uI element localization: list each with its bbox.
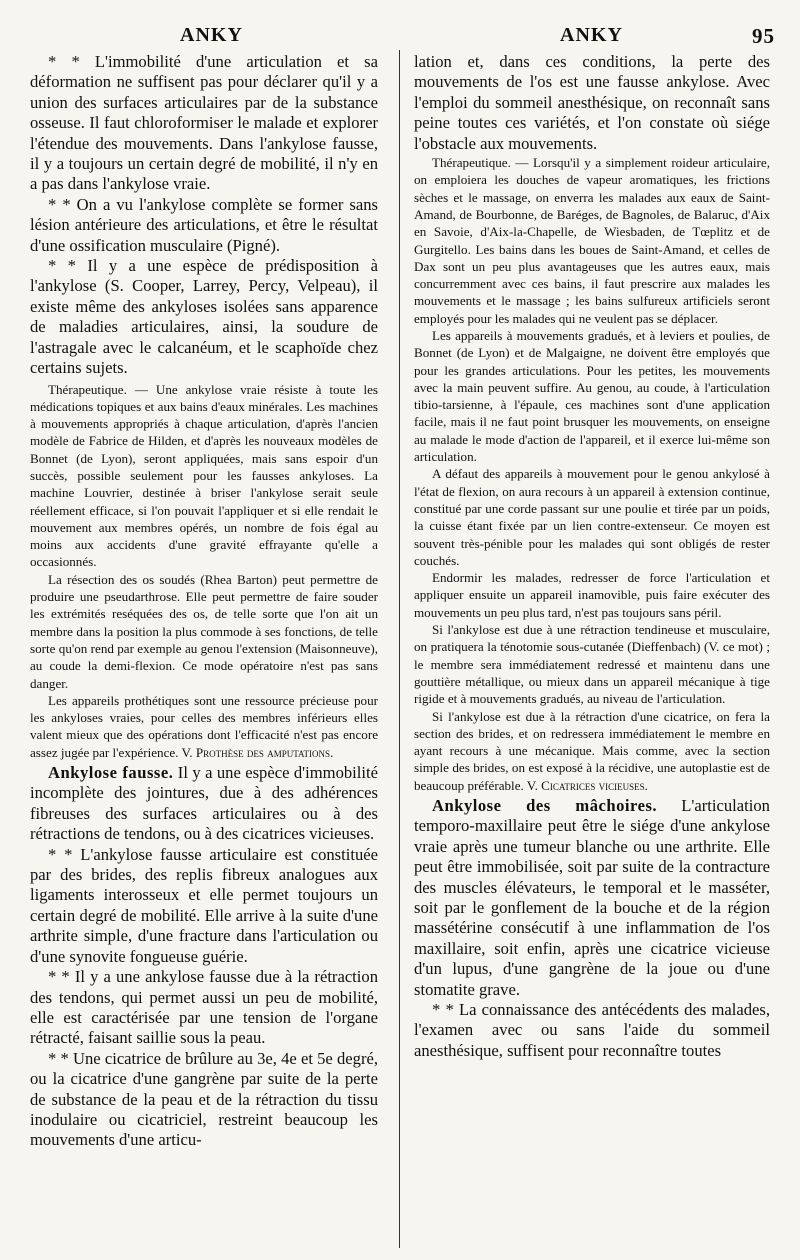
- paragraph: lation et, dans ces conditions, la perte des mouvements de l'os est une fausse ankylose. Avec l'emploi du sommeil anesthésique, on reconnaît sans peine toutes ces variétés, et l'on constate où siége l'obstacle aux mouvements.: [414, 52, 770, 153]
- paragraph: * * L'ankylose fausse articulaire est constituée par des brides, des replis fibreux analogues aux ligaments interosseux et elle permet toujours un certain degré de mobilité. Elle arrive à la suite d'une arthrite simple, d'une fracture dans l'articulation ou d'une synovite fongueuse guérie.: [30, 844, 378, 966]
- paragraph: * * On a vu l'ankylose complète se former sans lésion antérieure des articulations, et être le résultat d'une ossification musculaire (Pigné).: [30, 194, 378, 255]
- entry-heading: Ankylose des mâchoires.: [432, 796, 658, 816]
- paragraph: Endormir les malades, redresser de force l'articulation et appliquer ensuite un appareil inamovible, puis faire exécuter des mouvements un peu plus tard, n'est pas toujours sans péril.: [414, 570, 770, 620]
- entry-paragraph: [414, 796, 770, 1000]
- header-left-title: ANKY: [180, 24, 243, 46]
- paragraph: * * La connaissance des antécédents des malades, l'examen avec ou sans l'aide du sommeil anesthésique, suffisent pour reconnaître toutes: [414, 1000, 770, 1060]
- cross-reference: Prothèse des amputations.: [195, 744, 334, 760]
- header-right-title: ANKY: [560, 24, 623, 46]
- paragraph-text: Les appareils prothétiques sont une ressource précieuse pour les ankyloses vraies, pour celles des membres inférieurs elles valent mieux que des opérations dont l'efficacité n'est pas encore assez jugée par l'expérience. V.: [30, 692, 378, 760]
- running-header: [0, 18, 800, 50]
- entry-text: L'articulation temporo-maxillaire peut être le siége d'une ankylose vraie après une tumeur blanche ou une arthrite. Elle peut être immobilisée, soit par suite de la contracture des muscles élévateurs, le temporal et le masséter, soit par le gonflement de la bouche et de la région massétérine consécutif à une inflammation de l'os maxillaire, soit enfin, après une cicatrice vicieuse d'un lupus, d'une gangrène de la joue ou d'une stomatite grave.: [414, 796, 770, 999]
- paragraph: * * Une cicatrice de brûlure au 3e, 4e et 5e degré, ou la cicatrice d'une gangrène par suite de la perte de substance de la peau et de la rétraction du tissu inodulaire ou cicatriciel, restreint beaucoup les mouvements d'une articu-: [30, 1048, 378, 1150]
- paragraph: Si l'ankylose est due à une rétraction tendineuse et musculaire, on pratiquera la ténotomie sous-cutanée (Dieffenbach) (V. ce mot) ; le membre sera immédiatement redressé et maintenu dans une gouttière métallique, ou mieux dans un appareil mécanique à tige rigide et à mouvements gradués, au niveau de l'articulation.: [414, 622, 770, 707]
- paragraph-therapeutique: Thérapeutique. — Lorsqu'il y a simplement roideur articulaire, on emploiera les douches de vapeur aromatiques, les frictions sèches et le massage, on enverra les malades aux eaux de Saint-Amand, de Bourbonne, de Baréges, de Bagnoles, de Balaruc, d'Aix en Savoie, d'Aix-la-Chapelle, de Wiesbaden, de Tœplitz et de Gurgitello. Les bains dans les boues de Saint-Amand, et celles de Dax sont un peu plus avantageuses que les autres eaux, mais concurremment avec ces bains, il faut prescrire aux malades les mouvements et le massage ; les bains sulfureux artificiels seront employés pour les malades qui ne veulent pas se déplacer.: [414, 155, 770, 326]
- entry-text: Il y a une espèce d'immobilité incomplète des jointures, due à des adhérences fibreuses des surfaces articulaires ou à des rétractions de tendons, ou à des cicatrices vicieuses.: [30, 763, 378, 844]
- page-number: 95: [752, 24, 775, 48]
- entry-paragraph: [30, 763, 378, 845]
- paragraph: [30, 692, 378, 761]
- right-column: [414, 52, 770, 1248]
- paragraph-therapeutique: Thérapeutique. — Une ankylose vraie résiste à toute les médications topiques et aux bains d'eaux minérales. Les machines à mouvements appropriés à chaque articulation, d'après l'ancien modèle de Fabrice de Hilden, et d'après les nouveaux modèles de Bonnet (de Lyon), seront appliquées, mais sans espoir d'un succès, possible seulement pour les fausses ankyloses. La machine Louvrier, destinée à briser l'ankylose serait seule réellement efficace, si l'on pouvait l'appliquer et si elle rendait le mouvement aux membres opérés, un nombre de fois égal au moins aux accidents d'une gravité effrayante qu'elle a occasionnés.: [30, 381, 378, 570]
- column-divider: [399, 50, 400, 1248]
- left-column: [30, 52, 378, 1248]
- entry-heading: Ankylose fausse.: [48, 763, 174, 783]
- paragraph: [414, 708, 770, 794]
- paragraph: * * Il y a une ankylose fausse due à la rétraction des tendons, qui permet aussi un peu de mobilité, elle est caractérisée par une tension de l'organe rétracté, faisant saillie sous la peau.: [30, 967, 378, 1048]
- cross-reference: Cicatrices vicieuses.: [541, 777, 648, 793]
- paragraph: Les appareils à mouvements gradués, et à leviers et poulies, de Bonnet (de Lyon) et de Malgaigne, ne doivent être employés que pour les grandes articulations. Pour les petites, les mouvements avec la main peuvent suffire. Au genou, au coude, à l'articulation tibio-tarsienne, à l'épaule, ces machines sont d'une application facile, mais il ne faut point brusquer les mouvements, on enseigne au malade le mode d'action de l'appareil, et il exerce lui-même son articulation.: [414, 328, 770, 465]
- paragraph: La résection des os soudés (Rhea Barton) peut permettre de produire une pseudarthrose. Elle peut permettre de faire souder les extrémités reséquées des os, de telle sorte que l'on ait un membre dans la position la plus commode à ses fonctions, de telle sorte qu'on rend par exemple au genou l'extension (Maisonneuve), au coude la demi-flexion. Ce mode opératoire n'est pas sans danger.: [30, 571, 378, 691]
- paragraph: * * Il y a une espèce de prédisposition à l'ankylose (S. Cooper, Larrey, Percy, Velpeau), il existe même des ankyloses isolées sans apparence de maladies articulaires, ainsi, la soudure de l'astragale avec le calcanéum, et le scaphoïde chez certains sujets.: [30, 256, 378, 378]
- paragraph-text: Si l'ankylose est due à la rétraction d'une cicatrice, on fera la section des brides, et on redressera immédiatement le membre en ayant recours à une mécanique. Mais comme, avec la section simple des brides, on est exposé à la récidive, une autoplastie est de beaucoup préférable. V.: [414, 708, 770, 793]
- paragraph: * * L'immobilité d'une articulation et sa déformation ne suffisent pas pour déclarer qu'il y a union des surfaces articulaires par de la substance osseuse. Il faut chloroformiser le malade et explorer l'étendue des mouvements. Dans l'ankylose fausse, il y a toujours un certain degré de mobilité, il n'y en a pas dans l'ankylose vraie.: [30, 52, 378, 194]
- paragraph: A défaut des appareils à mouvement pour le genou ankylosé à l'état de flexion, on aura recours à un appareil à extension continue, constitué par une corde passant sur une poulie et tirée par un poids, la cuisse étant fixée par un lien contre-extenseur. Ce moyen est souvent très-pénible pour les malades qui sont obligés de rester couchés.: [414, 466, 770, 568]
